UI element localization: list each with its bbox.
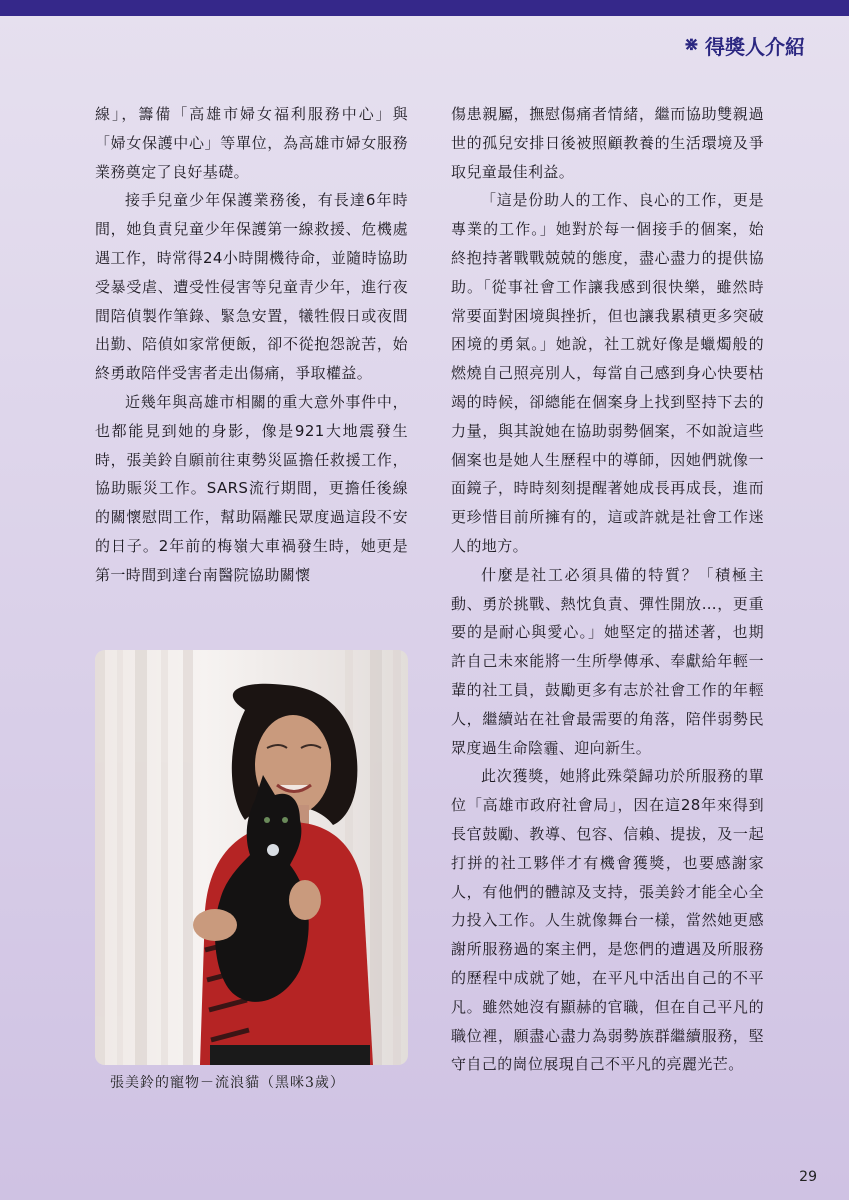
paragraph: 線」，籌備「高雄市婦女福利服務中心」與「婦女保護中心」等單位，為高雄市婦女服務業務奠定了良好基礎。 (95, 105, 408, 181)
paragraph: 此次獲獎，她將此殊榮歸功於所服務的單位「高雄市政府社會局」，因在這28年來得到長官鼓勵、教導、包容、信賴、提拔，及一起打拼的社工夥伴才有機會獲獎，也要感謝家人，有他們的體諒及支持，張美鈴才能全心全力投入工作。人生就像舞台一樣，當然她更感謝所服務過的案主們，是您們的遭遇及所服務的歷程中成就了她，在平凡中活出自己的不平凡。雖然她沒有顯赫的官職，但在自己平凡的職位裡，願盡心盡力為弱勢族群繼續服務，堅守自己的崗位展現自己不平凡的亮麗光芒。 (451, 767, 764, 1074)
cat-tag (267, 844, 279, 856)
right-text-column (451, 100, 764, 1079)
top-color-bar (0, 0, 849, 16)
left-text-column (95, 100, 408, 590)
paragraph: 傷患親屬，撫慰傷痛者情緒，繼而協助雙親過世的孤兒安排日後被照顧教養的生活環境及爭取兒童最佳利益。 (451, 105, 764, 181)
section-header (684, 32, 805, 58)
paragraph: 接手兒童少年保護業務後，有長達6年時間，她負責兒童少年保護第一線救援、危機處遇工作，時常得24小時開機待命，並隨時協助受暴受虐、遭受性侵害等兒童青少年，進行夜間陪偵製作筆錄、緊急安置，犧牲假日或夜間出勤、陪偵如家常便飯，卻不從抱怨說苦，始終勇敢陪伴受害者走出傷痛，爭取權益。 (95, 191, 408, 383)
ornament-icon: ⋇ (683, 34, 699, 55)
photo-illustration (95, 650, 408, 1065)
paragraph: 近幾年與高雄市相關的重大意外事件中，也都能見到她的身影，像是921大地震發生時，張美鈴自願前往東勢災區擔任救援工作，協助賑災工作。SARS流行期間，更擔任後線的關懷慰問工作，幫助隔離民眾度過這段不安的日子。2年前的梅嶺大車禍發生時，她更是第一時間到達台南醫院協助關懷 (95, 392, 408, 584)
paragraph: 什麼是社工必須具備的特質？「積極主動、勇於挑戰、熱忱負責、彈性開放…，更重要的是耐心與愛心。」她堅定的描述著，也期許自己未來能將一生所學傳承、奉獻給年輕一輩的社工員，鼓勵更多有志於社會工作的年輕人，繼續站在社會最需要的角落，陪伴弱勢民眾度過生命陰霾、迎向新生。 (451, 565, 764, 757)
page-number: 29 (799, 1169, 817, 1185)
section-title: 得獎人介紹 (705, 34, 805, 59)
paragraph: 「這是份助人的工作、良心的工作，更是專業的工作。」她對於每一個接手的個案，始終抱持著戰戰兢兢的態度，盡心盡力的提供協助。「從事社會工作讓我感到很快樂，雖然時常要面對困境與挫折，但也讓我累積更多突破困境的勇氣。」她說，社工就好像是蠟燭般的燃燒自己照亮別人，每當自己感到身心快要枯竭的時候，卻總能在個案身上找到堅持下去的力量，與其說她在協助弱勢個案，不如說這些個案也是她人生歷程中的導師，因她們就像一面鏡子，時時刻刻提醒著她成長再成長，進而更珍惜目前所擁有的，這或許就是社會工作迷人的地方。 (451, 191, 764, 555)
portrait-photo (95, 650, 408, 1065)
photo-caption: 張美鈴的寵物－流浪貓（黑咪3歲） (110, 1075, 345, 1091)
